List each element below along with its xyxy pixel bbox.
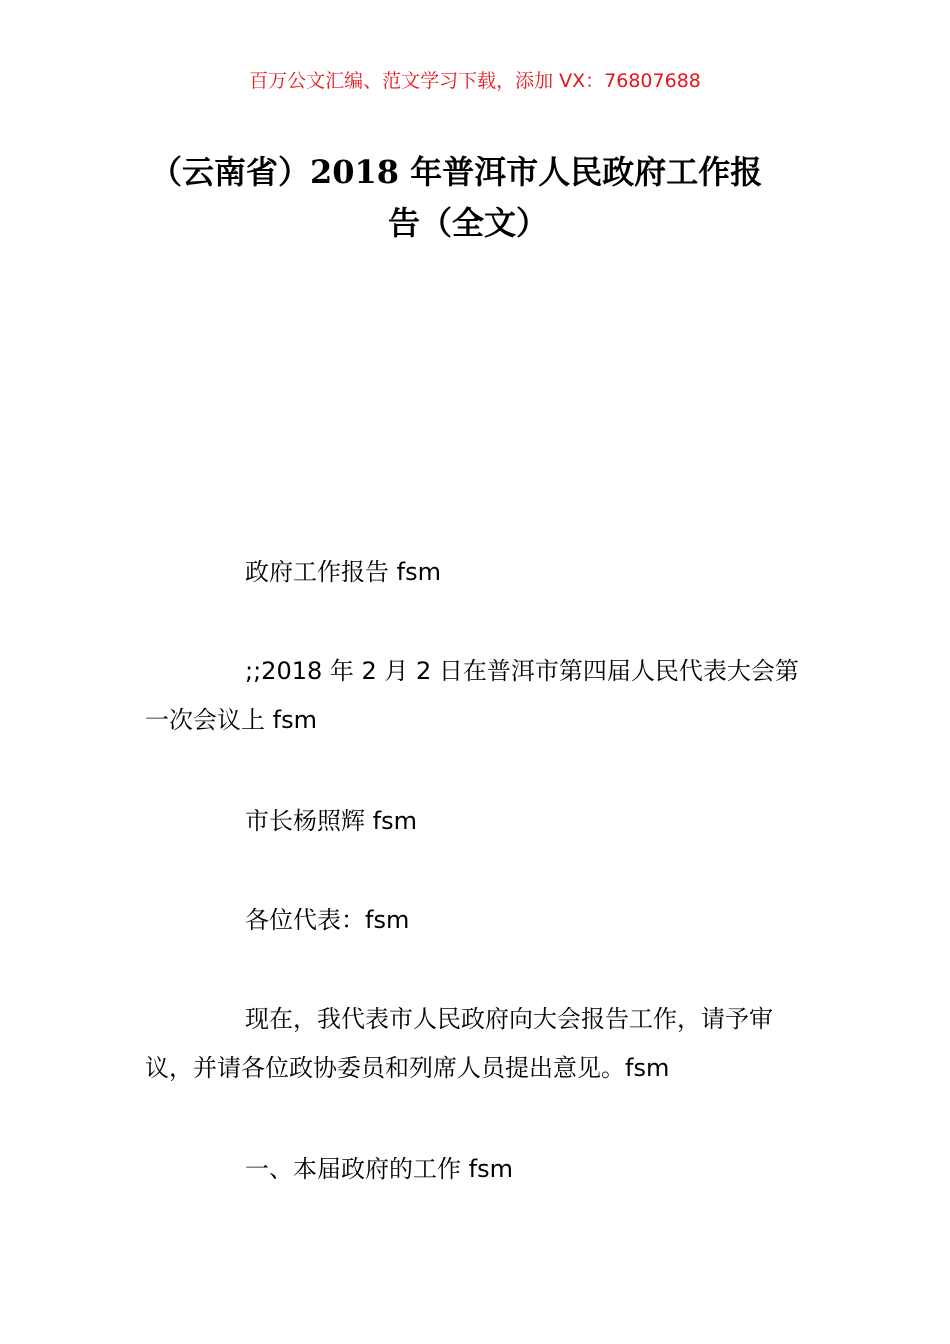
paragraph-text: 各位代表：fsm [245, 906, 410, 934]
paragraph-section-heading [145, 1145, 810, 1194]
paragraph-text: ;;2018 年 2 月 2 日在普洱市第四届人民代表大会第一次会议上 fsm [145, 657, 799, 734]
paragraph-meeting-date [145, 647, 810, 745]
paragraph-salutation [145, 896, 810, 945]
document-title-line-2: 告（全文） [388, 204, 549, 242]
paragraph-text: 一、本届政府的工作 fsm [245, 1155, 513, 1183]
document-title-line-1: （云南省）2018 年普洱市人民政府工作报 [150, 153, 763, 191]
paragraph-report-heading [145, 548, 810, 597]
paragraph-text: 政府工作报告 fsm [245, 558, 441, 586]
paragraph-speaker [145, 797, 810, 846]
paragraph-text: 现在，我代表市人民政府向大会报告工作，请予审议，并请各位政协委员和列席人员提出意见。fsm [145, 1005, 773, 1082]
paragraph-opening [145, 995, 810, 1093]
header-banner: 百万公文汇编、范文学习下载，添加 VX：76807688 [249, 70, 701, 92]
paragraph-text: 市长杨照辉 fsm [245, 807, 417, 835]
